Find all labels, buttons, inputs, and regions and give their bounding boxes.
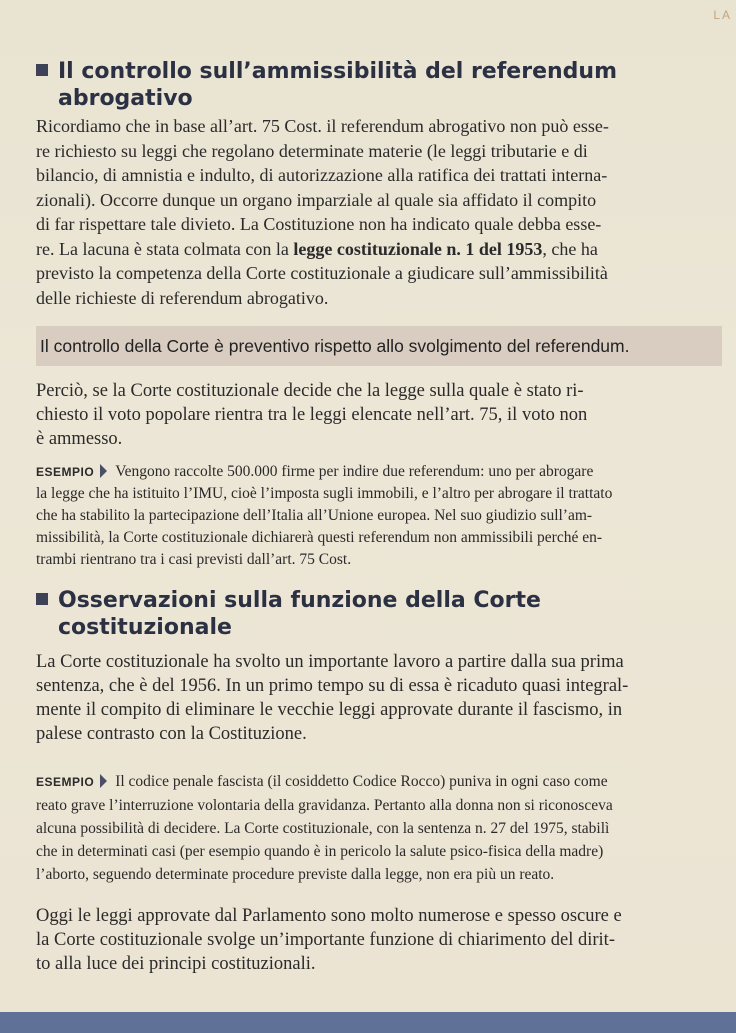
text-line: chiesto il voto popolare rientra tra le leggi elencate nell’art. 75, il voto non [36,405,588,425]
heading-square-icon [36,64,48,76]
text-line: reato grave l’interruzione volontaria della gravidanza. Pertanto alla donna non si riconosceva [36,797,613,814]
text-line: la Corte costituzionale svolge un’importante funzione di chiarimento del dirit- [36,930,615,950]
example-label: ESEMPIO [36,465,95,479]
bold-law-reference: legge costituzionale n. 1 del 1953 [293,238,543,259]
triangle-arrow-icon [100,464,107,478]
paragraph-lavoro-corte [36,650,720,746]
heading-square-icon [36,593,48,605]
text-line: zionali). Occorre dunque un organo imparziale al quale sia affidato il compito [36,189,597,210]
text-line: previsto la competenza della Corte costituzionale a giudicare sull’ammissibilità [36,263,608,283]
text-line [36,770,722,794]
text-line: è ammesso. [36,429,123,449]
text-line: di far rispettare tale divieto. La Costituzione non ha indicato quale debba esse- [36,214,602,234]
page-bottom-bar [0,1012,736,1033]
text-run: re. La lacuna è stata colmata con la [36,238,294,259]
example-box-codice-rocco [36,770,722,886]
heading-line-1: Osservazioni sulla funzione della Corte [58,588,541,613]
section-heading-referendum [36,58,617,112]
text-run: Vengono raccolte 500.000 firme per indire due referendum: uno per abrogare [115,463,594,480]
page-corner-mark: LA [713,8,732,22]
text-line: sentenza, che è del 1956. In un primo tempo su di essa è ricaduto quasi integral- [36,676,629,696]
highlight-box: Il controllo della Corte è preventivo rispetto allo svolgimento del referendum. [36,326,722,366]
text-line: che in determinati casi (per esempio quando è in pericolo la salute psico-fisica della madre) [36,843,604,860]
text-line: la legge che ha istituito l’IMU, cioè l’imposta sugli immobili, e l’altro per abrogare il trattato [36,485,613,502]
text-line: alcuna possibilità di decidere. La Corte costituzionale, con la sentenza n. 27 del 1975, stabilì [36,820,610,837]
text-line: l’aborto, seguendo determinate procedure previste dalla legge, non era più un reato. [36,866,555,883]
text-run: Il codice penale fascista (il cosiddetto Codice Rocco) puniva in ogni caso come [115,773,608,790]
heading-line-1: Il controllo sull’ammissibilità del referendum [58,59,617,84]
triangle-arrow-icon [100,774,107,788]
text-line [36,237,720,262]
text-run: , che ha [542,238,598,259]
text-line: missibilità, la Corte costituzionale dichiarerà questi referendum non ammissibili perché en- [36,529,603,546]
text-line: delle richieste di referendum abrogativo. [36,287,329,308]
heading-line-2: abrogativo [58,86,193,111]
example-label: ESEMPIO [36,775,95,789]
section-heading-corte [36,587,541,641]
text-line [36,461,722,483]
text-line: trambi rientrano tra i casi previsti dall’art. 75 Cost. [36,551,352,568]
text-line: che ha stabilito la partecipazione dell’Italia all’Unione europea. Nel suo giudizio sull’am- [36,507,593,524]
text-line: re richiesto su leggi che regolano determinate materie (le leggi tributarie e di [36,140,588,161]
text-line: Oggi le leggi approvate dal Parlamento sono molto numerose e spesso oscure e [36,906,622,926]
text-line: mente il compito di eliminare le vecchie leggi approvate durante il fascismo, in [36,700,623,720]
paragraph-percio [36,379,720,451]
heading-line-2: costituzionale [58,615,232,640]
text-line: Perciò, se la Corte costituzionale decide che la legge sulla quale è stato ri- [36,381,584,401]
text-line: bilancio, di amnistia e indulto, di autorizzazione alla ratifica dei trattati interna- [36,165,608,185]
paragraph-ammissibilita [36,114,720,310]
text-line: Ricordiamo che in base all’art. 75 Cost. il referendum abrogativo non può esse- [36,116,609,136]
example-box-referendum [36,461,722,571]
text-line: to alla luce dei principi costituzionali. [36,954,316,974]
text-line: La Corte costituzionale ha svolto un importante lavoro a partire dalla sua prima [36,652,624,672]
text-line: palese contrasto con la Costituzione. [36,724,307,744]
paragraph-leggi-oggi [36,904,720,976]
